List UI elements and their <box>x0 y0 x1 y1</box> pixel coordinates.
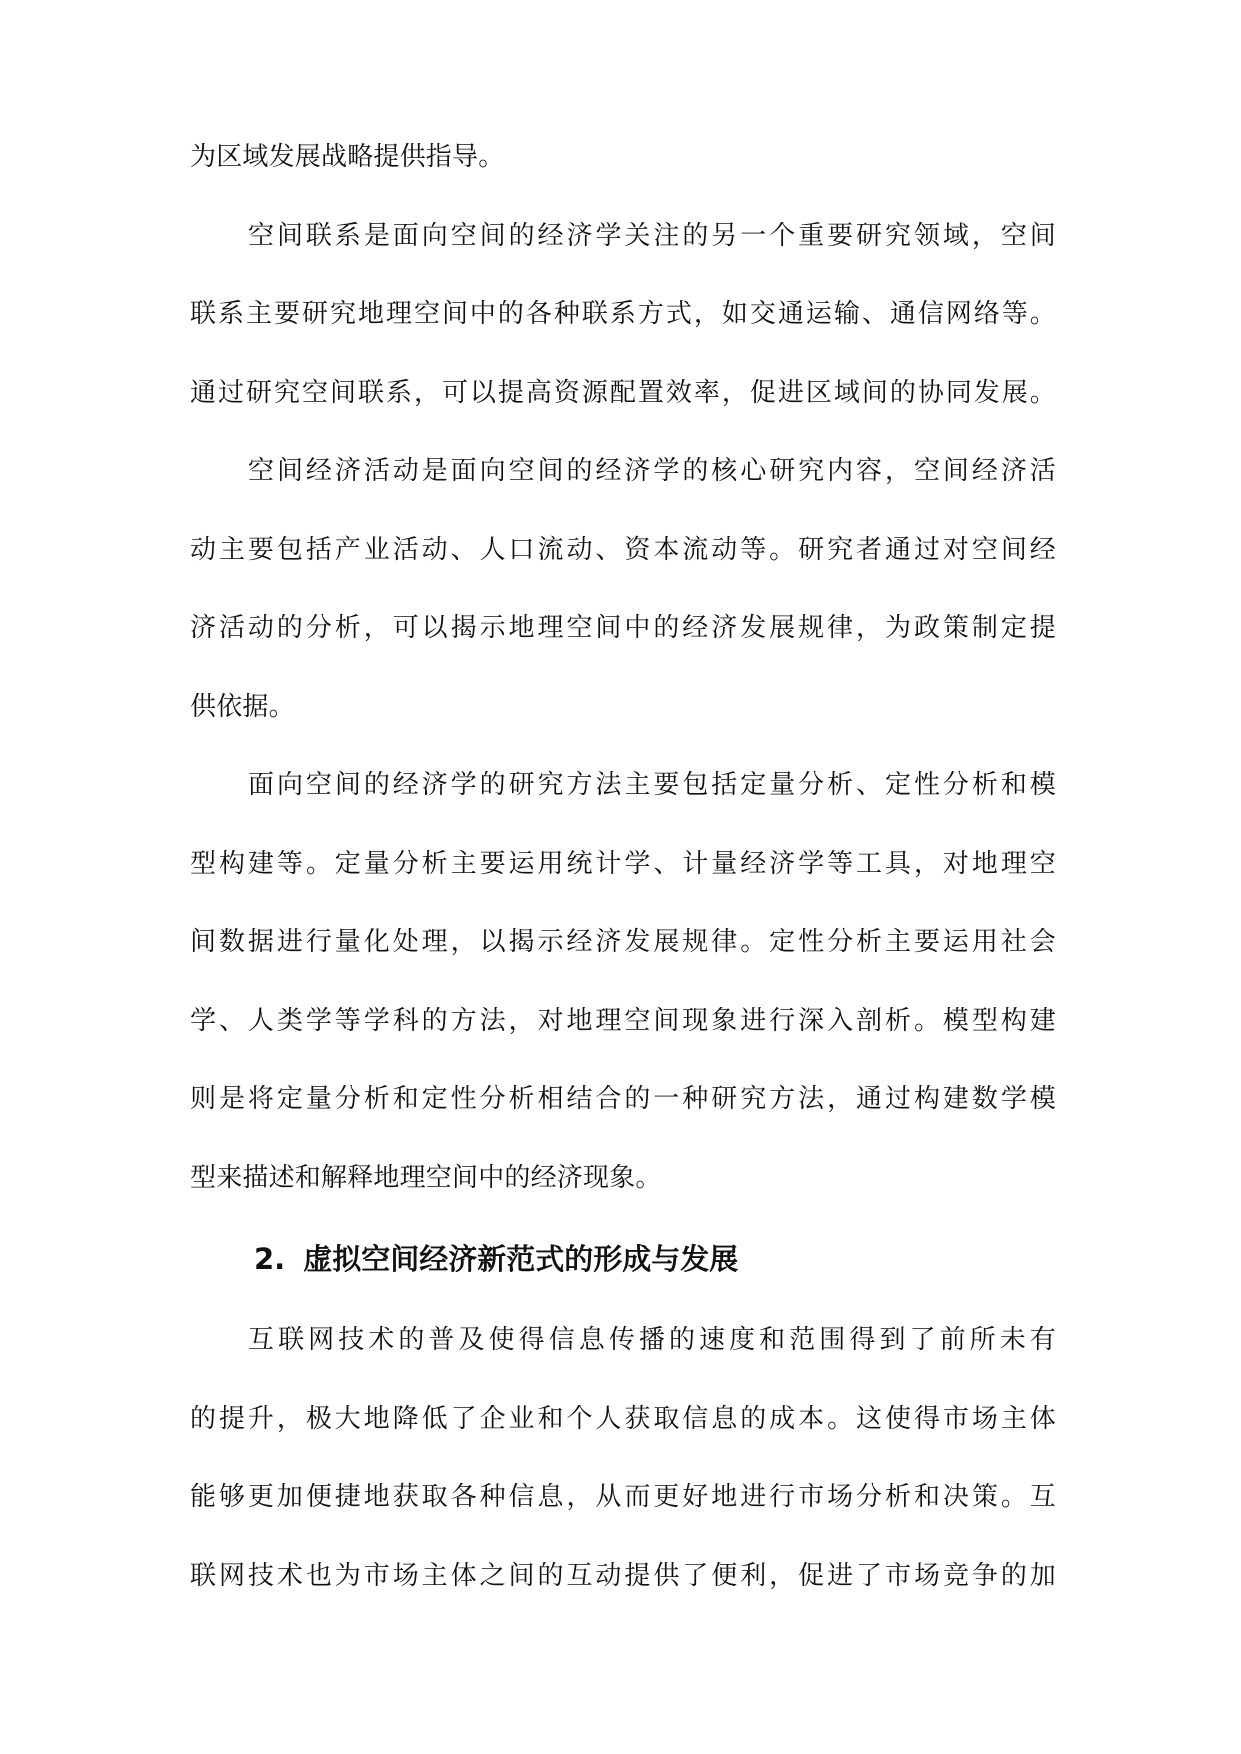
text-line: 互联网技术的普及使得信息传播的速度和范围得到了前所未有 <box>248 1325 1056 1355</box>
section-title: 虚拟空间经济新范式的形成与发展 <box>303 1242 739 1276</box>
text-line: 动主要包括产业活动、人口流动、资本流动等。研究者通过对空间经 <box>190 534 1056 565</box>
text-line: 能够更加便捷地获取各种信息，从而更好地进行市场分析和决策。互 <box>190 1482 1056 1512</box>
text-line: 面向空间的经济学的研究方法主要包括定量分析、定性分析和模 <box>248 770 1056 800</box>
text-line: 济活动的分析，可以揭示地理空间中的经济发展规律，为政策制定提 <box>190 613 1056 643</box>
section-heading <box>190 1237 1056 1281</box>
text-line: 的提升，极大地降低了企业和个人获取信息的成本。这使得市场主体 <box>190 1403 1056 1434</box>
text-line: 为区域发展战略提供指导。 <box>190 142 505 172</box>
text-line: 间数据进行量化处理，以揭示经济发展规律。定性分析主要运用社会 <box>190 927 1056 957</box>
text-line: 供依据。 <box>190 691 295 722</box>
text-line: 空间联系是面向空间的经济学关注的另一个重要研究领域，空间 <box>248 220 1056 251</box>
paragraph <box>190 217 1056 412</box>
text-line: 联网技术也为市场主体之间的互动提供了便利，促进了市场竞争的加 <box>190 1560 1056 1591</box>
text-line: 联系主要研究地理空间中的各种联系方式，如交通运输、通信网络等。 <box>190 299 1056 329</box>
paragraph <box>190 138 1056 176</box>
paragraph <box>190 1321 1056 1595</box>
paragraph <box>190 452 1056 726</box>
text-line: 通过研究空间联系，可以提高资源配置效率，促进区域间的协同发展。 <box>190 377 1056 408</box>
text-line: 型来描述和解释地理空间中的经济现象。 <box>190 1162 662 1193</box>
text-line: 则是将定量分析和定性分析相结合的一种研究方法，通过构建数学模 <box>190 1084 1056 1114</box>
section-number: 2. <box>254 1242 286 1276</box>
text-line: 空间经济活动是面向空间的经济学的核心研究内容，空间经济活 <box>248 456 1056 486</box>
document-body <box>190 138 1056 1635</box>
text-line: 学、人类学等学科的方法，对地理空间现象进行深入剖析。模型构建 <box>190 1005 1056 1036</box>
text-line: 型构建等。定量分析主要运用统计学、计量经济学等工具，对地理空 <box>190 848 1056 879</box>
paragraph <box>190 766 1056 1197</box>
